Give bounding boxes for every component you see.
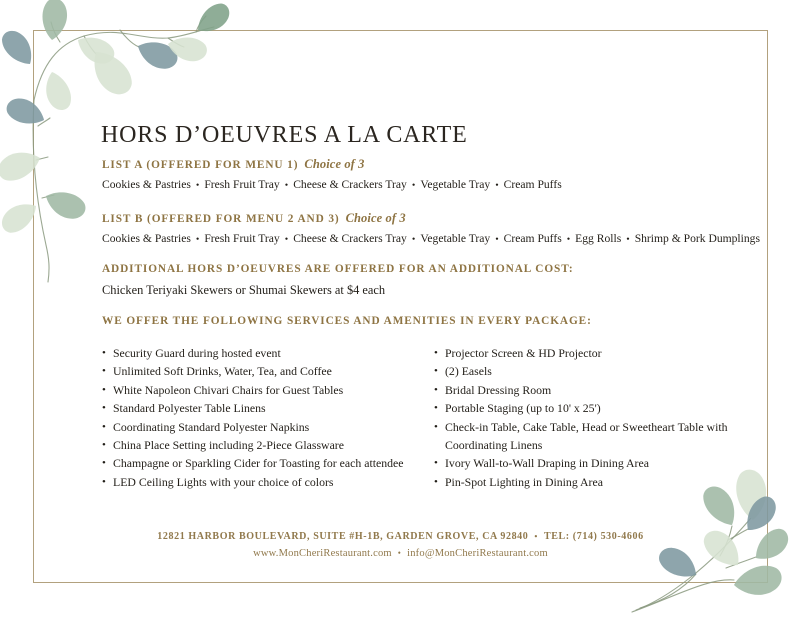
footer-email: info@MonCheriRestaurant.com: [407, 548, 548, 559]
menu-item: Egg Rolls: [575, 232, 622, 245]
border-frame: [33, 30, 768, 583]
list-b-choice-note: Choice of 3: [345, 211, 406, 225]
menu-item: Vegetable Tray: [420, 232, 491, 245]
bullet-icon: •: [102, 457, 106, 470]
bullet-separator: •: [626, 234, 630, 245]
bullet-icon: •: [102, 475, 106, 488]
bullet-separator: •: [566, 234, 571, 245]
list-b-items: [102, 232, 760, 245]
bullet-icon: •: [102, 347, 106, 359]
bullet-separator: •: [495, 180, 499, 191]
bullet-icon: •: [434, 347, 438, 359]
amenity-text: Portable Staging (up to 10' x 25'): [445, 401, 601, 416]
bullet-separator: •: [411, 234, 416, 245]
bullet-icon: •: [102, 402, 106, 415]
bullet-icon: •: [102, 365, 106, 378]
bullet-separator: •: [397, 548, 402, 558]
menu-item: Shrimp & Pork Dumplings: [634, 232, 760, 245]
list-b-heading-text: LIST B (OFFERED FOR MENU 2 AND 3): [102, 213, 340, 225]
amenity-text: China Place Setting including 2-Piece Glassware: [113, 438, 344, 453]
amenities-heading: WE OFFER THE FOLLOWING SERVICES AND AMENITIES IN EVERY PACKAGE:: [102, 315, 592, 327]
footer-contact-line: [33, 548, 768, 559]
bullet-icon: •: [434, 402, 438, 415]
list-a-heading-text: LIST A (OFFERED FOR MENU 1): [102, 159, 299, 171]
page-title: HORS D’OEUVRES A LA CARTE: [101, 122, 468, 149]
amenity-text: Pin-Spot Lighting in Dining Area: [445, 474, 603, 489]
additional-heading: ADDITIONAL HORS D’OEUVRES ARE OFFERED FOR AN ADDITIONAL COST:: [102, 263, 574, 275]
amenity-text: Unlimited Soft Drinks, Water, Tea, and Coffee: [113, 364, 332, 379]
bullet-separator: •: [495, 234, 499, 245]
amenity-text: Check-in Table, Cake Table, Head or Sweetheart Table with Coordinating Linens: [445, 419, 728, 453]
menu-item: Vegetable Tray: [420, 178, 491, 191]
list-a-choice-note: Choice of 3: [304, 157, 365, 171]
footer-tel: TEL: (714) 530-4606: [543, 531, 644, 542]
amenity-item: [434, 473, 752, 491]
amenity-text: White Napoleon Chivari Chairs for Guest Tables: [113, 382, 344, 397]
amenities-columns: [102, 344, 752, 491]
footer-website: www.MonCheriRestaurant.com: [253, 548, 392, 559]
amenity-item: [434, 399, 752, 417]
additional-text: Chicken Teriyaki Skewers or Shumai Skewers at $4 each: [102, 283, 386, 297]
list-a-heading: [102, 157, 365, 172]
menu-item: Fresh Fruit Tray: [204, 178, 280, 191]
bullet-icon: •: [102, 439, 106, 452]
amenity-text: Champagne or Sparkling Cider for Toasting for each attendee: [113, 456, 404, 471]
amenities-left-column: [102, 344, 434, 491]
bullet-separator: •: [195, 234, 200, 245]
amenity-item: [102, 381, 434, 399]
bullet-icon: •: [434, 475, 438, 488]
bullet-separator: •: [195, 180, 200, 191]
amenity-text: Projector Screen & HD Projector: [445, 346, 602, 360]
menu-item: Cream Puffs: [503, 178, 562, 191]
amenity-item: [102, 344, 434, 362]
amenity-text: Bridal Dressing Room: [445, 382, 552, 397]
amenity-item: [434, 362, 752, 380]
amenities-right-column: [434, 344, 752, 491]
amenity-text: (2) Easels: [445, 364, 492, 379]
amenity-item: [102, 418, 434, 436]
amenity-item: [434, 454, 752, 472]
amenity-item: [102, 436, 434, 454]
amenity-text: Security Guard during hosted event: [113, 346, 281, 360]
menu-item: Cheese & Crackers Tray: [293, 178, 407, 191]
amenity-item: [434, 418, 752, 455]
footer-address-line: [33, 531, 768, 542]
menu-item: Cookies & Pastries: [102, 232, 191, 245]
footer-address: 12821 HARBOR BOULEVARD, SUITE #H-1B, GARDEN GROVE, CA 92840: [157, 531, 529, 542]
amenity-item: [434, 344, 752, 362]
bullet-icon: •: [102, 420, 106, 433]
amenity-text: Standard Polyester Table Linens: [113, 401, 266, 416]
list-a-items: [102, 178, 562, 191]
bullet-separator: •: [534, 531, 538, 541]
bullet-icon: •: [434, 365, 438, 378]
menu-item: Cream Puffs: [503, 232, 562, 245]
menu-item: Fresh Fruit Tray: [204, 232, 280, 245]
list-b-heading: [102, 211, 406, 226]
bullet-icon: •: [434, 420, 438, 433]
amenity-item: [102, 473, 434, 491]
bullet-separator: •: [284, 234, 289, 245]
amenity-text: Coordinating Standard Polyester Napkins: [113, 419, 310, 434]
amenity-item: [434, 381, 752, 399]
menu-item: Cookies & Pastries: [102, 178, 191, 191]
bullet-icon: •: [434, 383, 438, 396]
bullet-icon: •: [102, 383, 106, 396]
amenity-item: [102, 454, 434, 472]
menu-item: Cheese & Crackers Tray: [293, 232, 407, 245]
amenity-item: [102, 362, 434, 380]
amenity-text: Ivory Wall-to-Wall Draping in Dining Area: [445, 456, 649, 471]
amenity-text: LED Ceiling Lights with your choice of colors: [113, 474, 334, 489]
bullet-icon: •: [434, 457, 438, 470]
amenity-item: [102, 399, 434, 417]
bullet-separator: •: [411, 180, 416, 191]
bullet-separator: •: [284, 180, 289, 191]
